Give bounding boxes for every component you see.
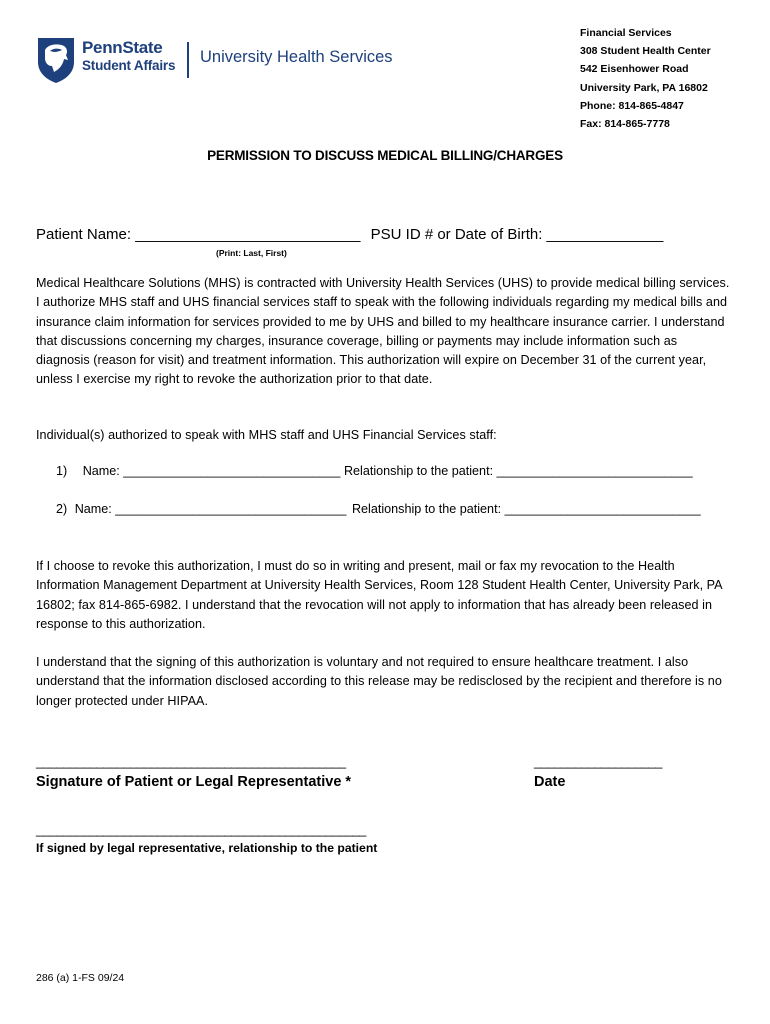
individual-name-field[interactable]: _______________________________ <box>123 464 341 478</box>
nittany-lion-shield-icon <box>36 36 76 84</box>
unit-name: University Health Services <box>200 48 393 66</box>
logo-name: PennState <box>82 38 163 57</box>
relationship-label: Relationship to the patient: <box>343 464 494 478</box>
logo-subtitle: Student Affairs <box>82 58 176 73</box>
form-code: 286 (a) 1-FS 09/24 <box>36 972 125 984</box>
patient-name-field[interactable]: ___________________________ <box>135 226 361 243</box>
signature-label: Signature of Patient or Legal Representative * <box>36 774 352 790</box>
logo-divider <box>187 42 189 78</box>
signature-line[interactable]: ______________________________________________ <box>36 754 346 769</box>
individual-name-label: Name: <box>74 502 112 516</box>
date-label: Date <box>534 774 566 790</box>
hipaa-paragraph: I understand that the signing of this authorization is voluntary and not required to ensure healthcare treatment. I also understand that the information disclosed according to this release may be redisclosed by the recipient and therefore is no longer protected under HIPAA. <box>36 655 722 708</box>
address-line: 542 Eisenhower Road <box>580 63 689 76</box>
individual-number: 1) <box>56 464 68 478</box>
relationship-field[interactable]: ____________________________ <box>504 502 701 516</box>
authorization-paragraph: Medical Healthcare Solutions (MHS) is contracted with University Health Services (UHS) to provide medical billing services. I authorize MHS staff and UHS financial services staff to speak with the following individuals regarding my medical bills and insurance claim information for services provided to me by UHS and billed to my healthcare insurance carrier. I understand that discussions concerning my charges, insurance coverage, billing or payments may include information such as diagnosis (reason for visit) and treatment information. This authorization will expire on December 31 of the current year, unless I exercise my right to revoke the authorization prior to that date. <box>36 276 730 387</box>
penn-state-logo <box>36 36 406 88</box>
individual-name-field[interactable]: _________________________________ <box>115 502 347 516</box>
individual-name-label: Name: <box>82 464 120 478</box>
address-line: 308 Student Health Center <box>580 45 711 58</box>
psu-id-label: PSU ID # or Date of Birth: <box>370 226 543 243</box>
date-line[interactable]: ___________________ <box>534 754 662 769</box>
address-line: Financial Services <box>580 27 672 39</box>
address-block <box>580 24 711 133</box>
psu-id-field[interactable]: ______________ <box>546 226 664 243</box>
representative-relationship-label: If signed by legal representative, relationship to the patient <box>36 841 378 855</box>
phone-line: Phone: 814-865-4847 <box>580 99 684 112</box>
relationship-label: Relationship to the patient: <box>351 502 502 516</box>
individual-row <box>56 502 701 516</box>
patient-info-row <box>36 226 663 243</box>
patient-name-label: Patient Name: <box>36 226 132 243</box>
individual-row <box>56 464 693 478</box>
revocation-paragraph: If I choose to revoke this authorization, I must do so in writing and present, mail or fax my revocation to the Health Information Management Department at University Health Services, Room 128 Student Health Center, University Park, PA 16802; fax 814-865-6982. I understand that the revocation will not apply to information that has already been released in response to this authorization. <box>36 559 722 631</box>
print-hint: (Print: Last, First) <box>216 248 287 258</box>
individuals-label: Individual(s) authorized to speak with MHS staff and UHS Financial Services staff: <box>36 428 497 442</box>
relationship-field[interactable]: ____________________________ <box>496 464 693 478</box>
address-line: University Park, PA 16802 <box>580 81 708 94</box>
individual-number: 2) <box>56 502 68 516</box>
representative-relationship-line[interactable]: _________________________________________________ <box>36 822 366 837</box>
document-title: PERMISSION TO DISCUSS MEDICAL BILLING/CHARGES <box>207 148 563 163</box>
fax-line: Fax: 814-865-7778 <box>580 118 670 131</box>
